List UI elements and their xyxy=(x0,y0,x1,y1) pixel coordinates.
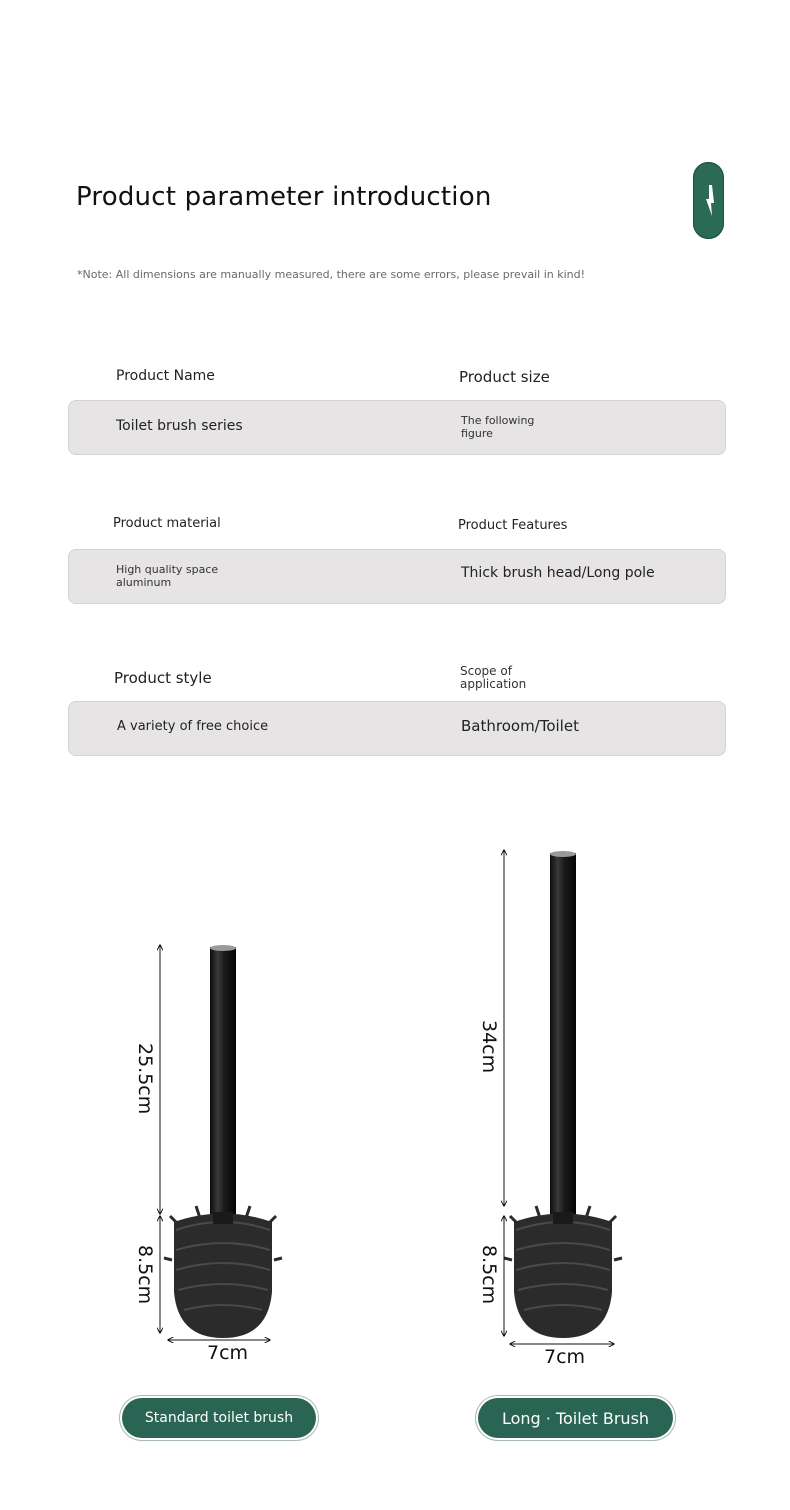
standard-brush-pole xyxy=(210,947,236,1219)
page-title: Product parameter introduction xyxy=(76,182,492,212)
label-product-material: Product material xyxy=(113,516,221,531)
value-product-features: Thick brush head/Long pole xyxy=(461,565,655,581)
label-product-features: Product Features xyxy=(458,518,568,533)
standard-head-width-label: 7cm xyxy=(207,1342,249,1364)
standard-brush xyxy=(164,945,282,1338)
value-product-material-line2: aluminum xyxy=(116,576,172,589)
long-head-height-label: 8.5cm xyxy=(478,1245,500,1305)
standard-toilet-brush-button[interactable]: Standard toilet brush xyxy=(122,1398,316,1438)
value-product-style: A variety of free choice xyxy=(117,719,269,734)
label-product-style: Product style xyxy=(114,669,212,687)
long-brush-pole xyxy=(550,853,576,1220)
label-product-name: Product Name xyxy=(116,368,215,384)
value-product-size-line1: The following xyxy=(461,414,535,427)
standard-brush-cap xyxy=(210,945,236,951)
measurement-note: *Note: All dimensions are manually measured, there are some errors, please prevail in kind! xyxy=(77,268,586,281)
value-product-name: Toilet brush series xyxy=(116,418,243,434)
long-toilet-brush-button[interactable]: Long · Toilet Brush xyxy=(478,1398,673,1438)
long-pole-length-label: 34cm xyxy=(478,1020,500,1074)
standard-pole-length-label: 25.5cm xyxy=(134,1043,156,1115)
long-head-width-label: 7cm xyxy=(544,1346,586,1368)
value-product-material-line1: High quality space xyxy=(116,563,219,576)
value-product-size-line2: figure xyxy=(461,427,493,440)
label-scope-line2: application xyxy=(460,677,527,691)
label-scope-line1: Scope of xyxy=(460,664,512,678)
long-brush-cap xyxy=(550,851,576,857)
long-brush-head xyxy=(504,1206,622,1338)
long-brush xyxy=(504,851,622,1338)
standard-head-height-label: 8.5cm xyxy=(134,1245,156,1305)
value-scope-of-application: Bathroom/Toilet xyxy=(461,717,579,735)
standard-brush-head xyxy=(164,1206,282,1338)
label-product-size: Product size xyxy=(459,368,550,386)
